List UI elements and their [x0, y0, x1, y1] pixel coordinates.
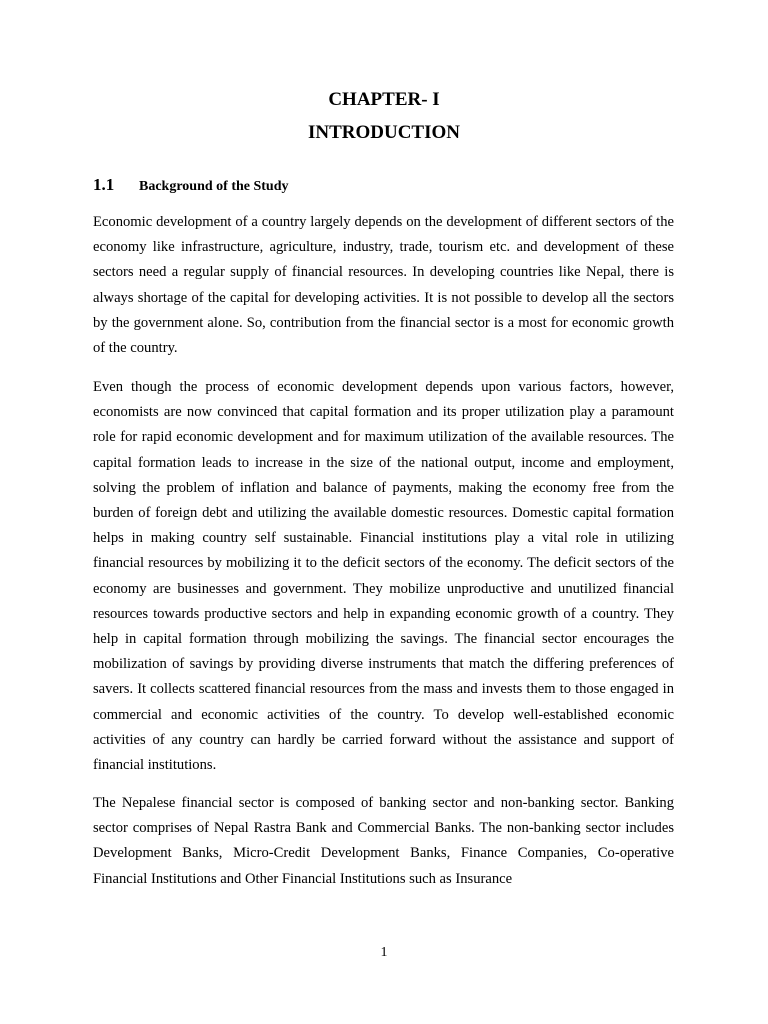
body-paragraph-1: Economic development of a country largely depends on the development of different sectors of the economy like infrastructure, agriculture, industry, trade, tourism etc. and development of these sectors need a regular supply of financial resources. In developing countries like Nepal, there is always shortage of the capital for developing activities. It is not possible to develop all the sectors by the government alone. So, contribution from the financial sector is a most for economic growth of the country.	[93, 214, 674, 357]
body-paragraph-2: Even though the process of economic development depends upon various factors, however, economists are now convinced that capital formation and its proper utilization play a paramount role for rapid economic development and for maximum utilization of the available resources. The capital formation leads to increase in the size of the national output, income and employment, solving the problem of inflation and balance of payments, making the economy free from the burden of foreign debt and utilizing the available domestic resources. Domestic capital formation helps in making country self sustainable. Financial institutions play a vital role in utilizing financial resources by mobilizing it to the deficit sectors of the economy. The deficit sectors of the economy are businesses and government. They mobilize unproductive and unutilized financial resources towards productive sectors and help in expanding economic growth of a country. They help in capital formation through mobilizing the savings. The financial sector encourages the mobilization of savings by providing diverse instruments that match the differing preferences of savers. It collects scattered financial resources from the mass and invests them to those engaged in commercial and economic activities of the country. To develop well-established economic activities of any country can hardly be carried forward without the assistance and support of financial institutions.	[93, 379, 674, 774]
section-heading	[93, 170, 289, 197]
page-number: 1	[380, 945, 388, 960]
section-title: Background of the Study	[139, 179, 289, 194]
section-number: 1.1	[93, 175, 115, 194]
body-paragraph-3: The Nepalese financial sector is composed of banking sector and non-banking sector. Banking sector comprises of Nepal Rastra Bank and Commercial Banks. The non-banking sector includes Development Banks, Micro-Credit Development Banks, Finance Companies, Co-operative Financial Institutions and Other Financial Institutions such as Insurance	[93, 795, 674, 887]
chapter-title: INTRODUCTION	[307, 122, 461, 143]
chapter-label: CHAPTER- I	[328, 89, 440, 110]
